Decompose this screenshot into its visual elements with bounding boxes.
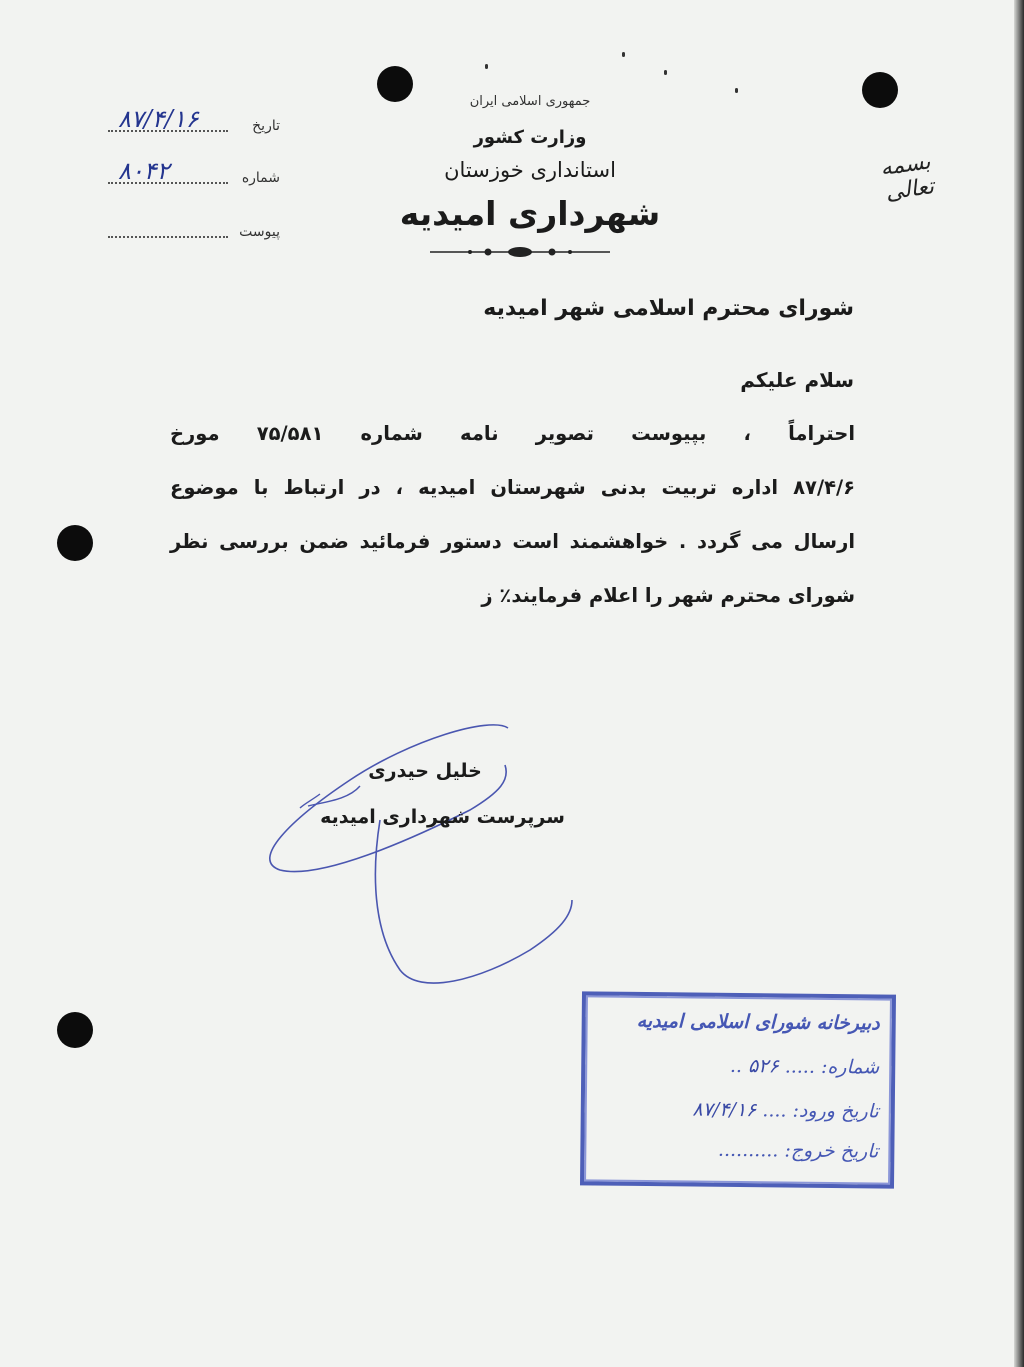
body-line: شورای محترم شهر را اعلام فرمایند٪ ز: [481, 584, 855, 607]
punch-hole-top-right: [862, 72, 898, 108]
dotted-line: ....: [756, 1099, 787, 1122]
secretariat-stamp: [580, 991, 896, 1188]
stamp-entry-date-row: [599, 1098, 879, 1123]
header-ornament: [430, 243, 610, 261]
date-label: تاریخ: [252, 118, 280, 134]
dotted-line: [108, 236, 228, 238]
scan-speck: [664, 70, 667, 75]
scan-speck: [622, 52, 625, 57]
date-field: [102, 105, 280, 138]
stamp-number-value: ۵۲۶: [747, 1055, 779, 1078]
punch-hole-left-upper: [57, 525, 93, 561]
number-field: [102, 157, 280, 190]
attachment-label: پیوست: [239, 224, 280, 240]
republic-title: جمهوری اسلامی ایران: [469, 94, 591, 109]
date-value: ۸۷/۴/۱۶: [118, 105, 199, 133]
scan-speck: [485, 64, 488, 69]
number-value: ۸۰۴۲: [118, 157, 170, 185]
stamp-entry-date-value: ۸۷/۴/۱۶: [692, 1098, 757, 1122]
stamp-exit-date-label: تاریخ خروج:: [784, 1139, 879, 1163]
stamp-entry-date-label: تاریخ ورود:: [792, 1099, 879, 1123]
governorate-title: استانداری خوزستان: [444, 158, 616, 182]
body-line: احتراماً ، بپیوست تصویر نامه شماره ۷۵/۵۸۱ مورخ: [170, 422, 856, 445]
body-line: ارسال می گردد . خواهشمند است دستور فرمائید ضمن بررسی نظر: [170, 530, 855, 553]
dotted-line: ..........: [717, 1138, 779, 1162]
scan-edge: [1014, 0, 1024, 1367]
stamp-exit-date-row: [598, 1138, 878, 1163]
greeting: سلام علیکم: [740, 368, 854, 392]
number-label: شماره: [241, 170, 280, 186]
municipality-title: شهرداری امیدیه: [399, 194, 661, 233]
punch-hole-left-lower: [57, 1012, 93, 1048]
bismillah-calligraphy: بسمه تعالی: [878, 149, 936, 206]
signer-title: سرپرست شهرداری امیدیه: [320, 806, 565, 828]
ministry-title: وزارت کشور: [473, 127, 587, 148]
stamp-number-label: شماره:: [820, 1055, 880, 1079]
signer-name: خلیل حیدری: [368, 760, 482, 782]
letter-body: [170, 412, 855, 628]
stamp-number-row: [599, 1054, 879, 1079]
scan-speck: [735, 88, 738, 93]
stamp-title: دبیرخانه شورای اسلامی امیدیه: [636, 1009, 880, 1035]
dotted-line: ..: [729, 1054, 743, 1078]
dotted-line: .....: [778, 1055, 816, 1078]
attachment-field: [102, 214, 280, 244]
body-line: ۸۷/۴/۶ اداره تربیت بدنی شهرستان امیدیه ، در ارتباط با موضوع: [170, 476, 855, 499]
salutation: شورای محترم اسلامی شهر امیدیه: [483, 296, 854, 321]
